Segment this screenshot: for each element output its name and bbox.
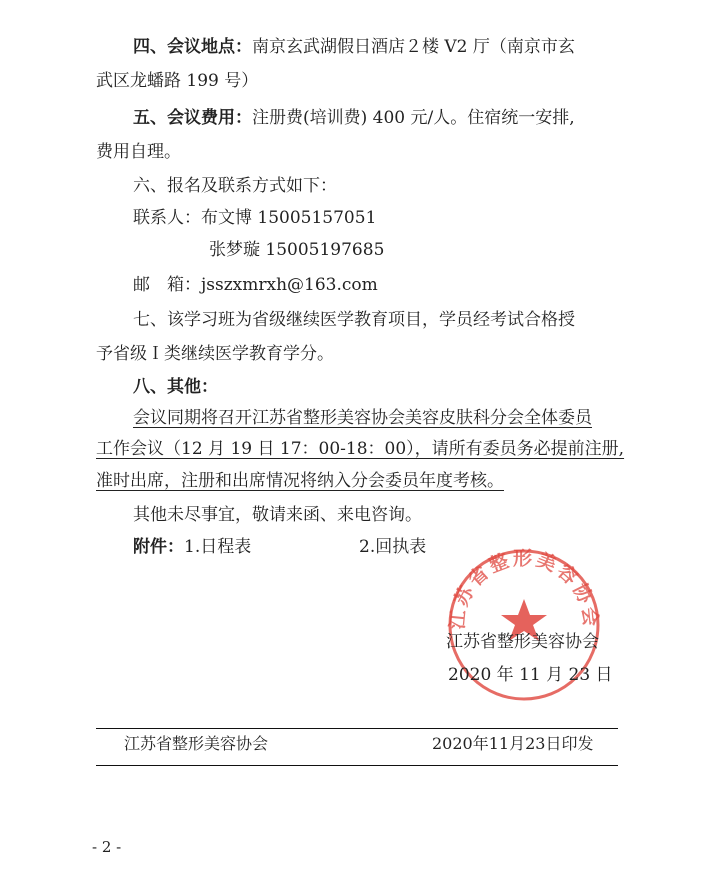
attachment-2: 2.回执表 xyxy=(359,537,427,557)
closing-line: 其他未尽事宜，敬请来函、来电咨询。 xyxy=(133,505,422,525)
svg-text:江苏省整形美容协会: 江苏省整形美容协会 xyxy=(446,547,602,631)
cme-line: 七、该学习班为省级继续医学教育项目，学员经考试合格授 xyxy=(133,310,575,330)
signature-date: 2020 年 11 月 23 日 xyxy=(448,665,613,685)
other-note-1: 会议同期将召开江苏省整形美容协会美容皮肤科分会全体委员 xyxy=(133,408,592,428)
venue-text: 南京玄武湖假日酒店２楼 V2 厅（南京市玄 xyxy=(252,37,575,57)
footer-issued: 2020年11月23日印发 xyxy=(432,734,594,753)
registration-title: 六、报名及联系方式如下： xyxy=(133,176,337,196)
venue-line xyxy=(133,35,575,59)
contact-line-1 xyxy=(133,206,376,230)
venue-label: 四、会议地点： xyxy=(133,37,252,57)
signature-org: 江苏省整形美容协会 xyxy=(446,632,599,652)
page-number: - 2 - xyxy=(92,838,122,856)
venue-line-2: 武区龙蟠路 199 号） xyxy=(96,71,259,91)
other-note-2: 工作会议（12 月 19 日 17：00-18：00），请所有委员务必提前注册, xyxy=(96,439,625,459)
fee-text: 注册费(培训费) 400 元/人。住宿统一安排, xyxy=(252,108,575,128)
attachments-line xyxy=(133,535,251,559)
contact-2: 张梦璇 15005197685 xyxy=(209,240,385,260)
email-address: jsszxmrxh@163.com xyxy=(201,275,378,295)
contact-1: 布文博 15005157051 xyxy=(201,208,377,228)
footer-org: 江苏省整形美容协会 xyxy=(124,734,269,753)
email-line xyxy=(133,273,378,297)
attachments-label: 附件： xyxy=(133,537,184,557)
other-note-3: 准时出席，注册和出席情况将纳入分会委员年度考核。 xyxy=(96,471,504,491)
email-label: 邮 箱： xyxy=(133,275,201,295)
contact-label: 联系人： xyxy=(133,208,201,228)
attachment-1: 1.日程表 xyxy=(184,537,252,557)
cme-line-2: 予省级Ｉ类继续医学教育学分。 xyxy=(96,344,334,364)
fee-line-2: 费用自理。 xyxy=(96,142,181,162)
other-title: 八、其他： xyxy=(133,377,218,397)
footer-rule-bottom xyxy=(96,765,618,766)
fee-label: 五、会议费用： xyxy=(133,108,252,128)
footer-rule-top xyxy=(96,728,618,729)
fee-line xyxy=(133,106,575,130)
